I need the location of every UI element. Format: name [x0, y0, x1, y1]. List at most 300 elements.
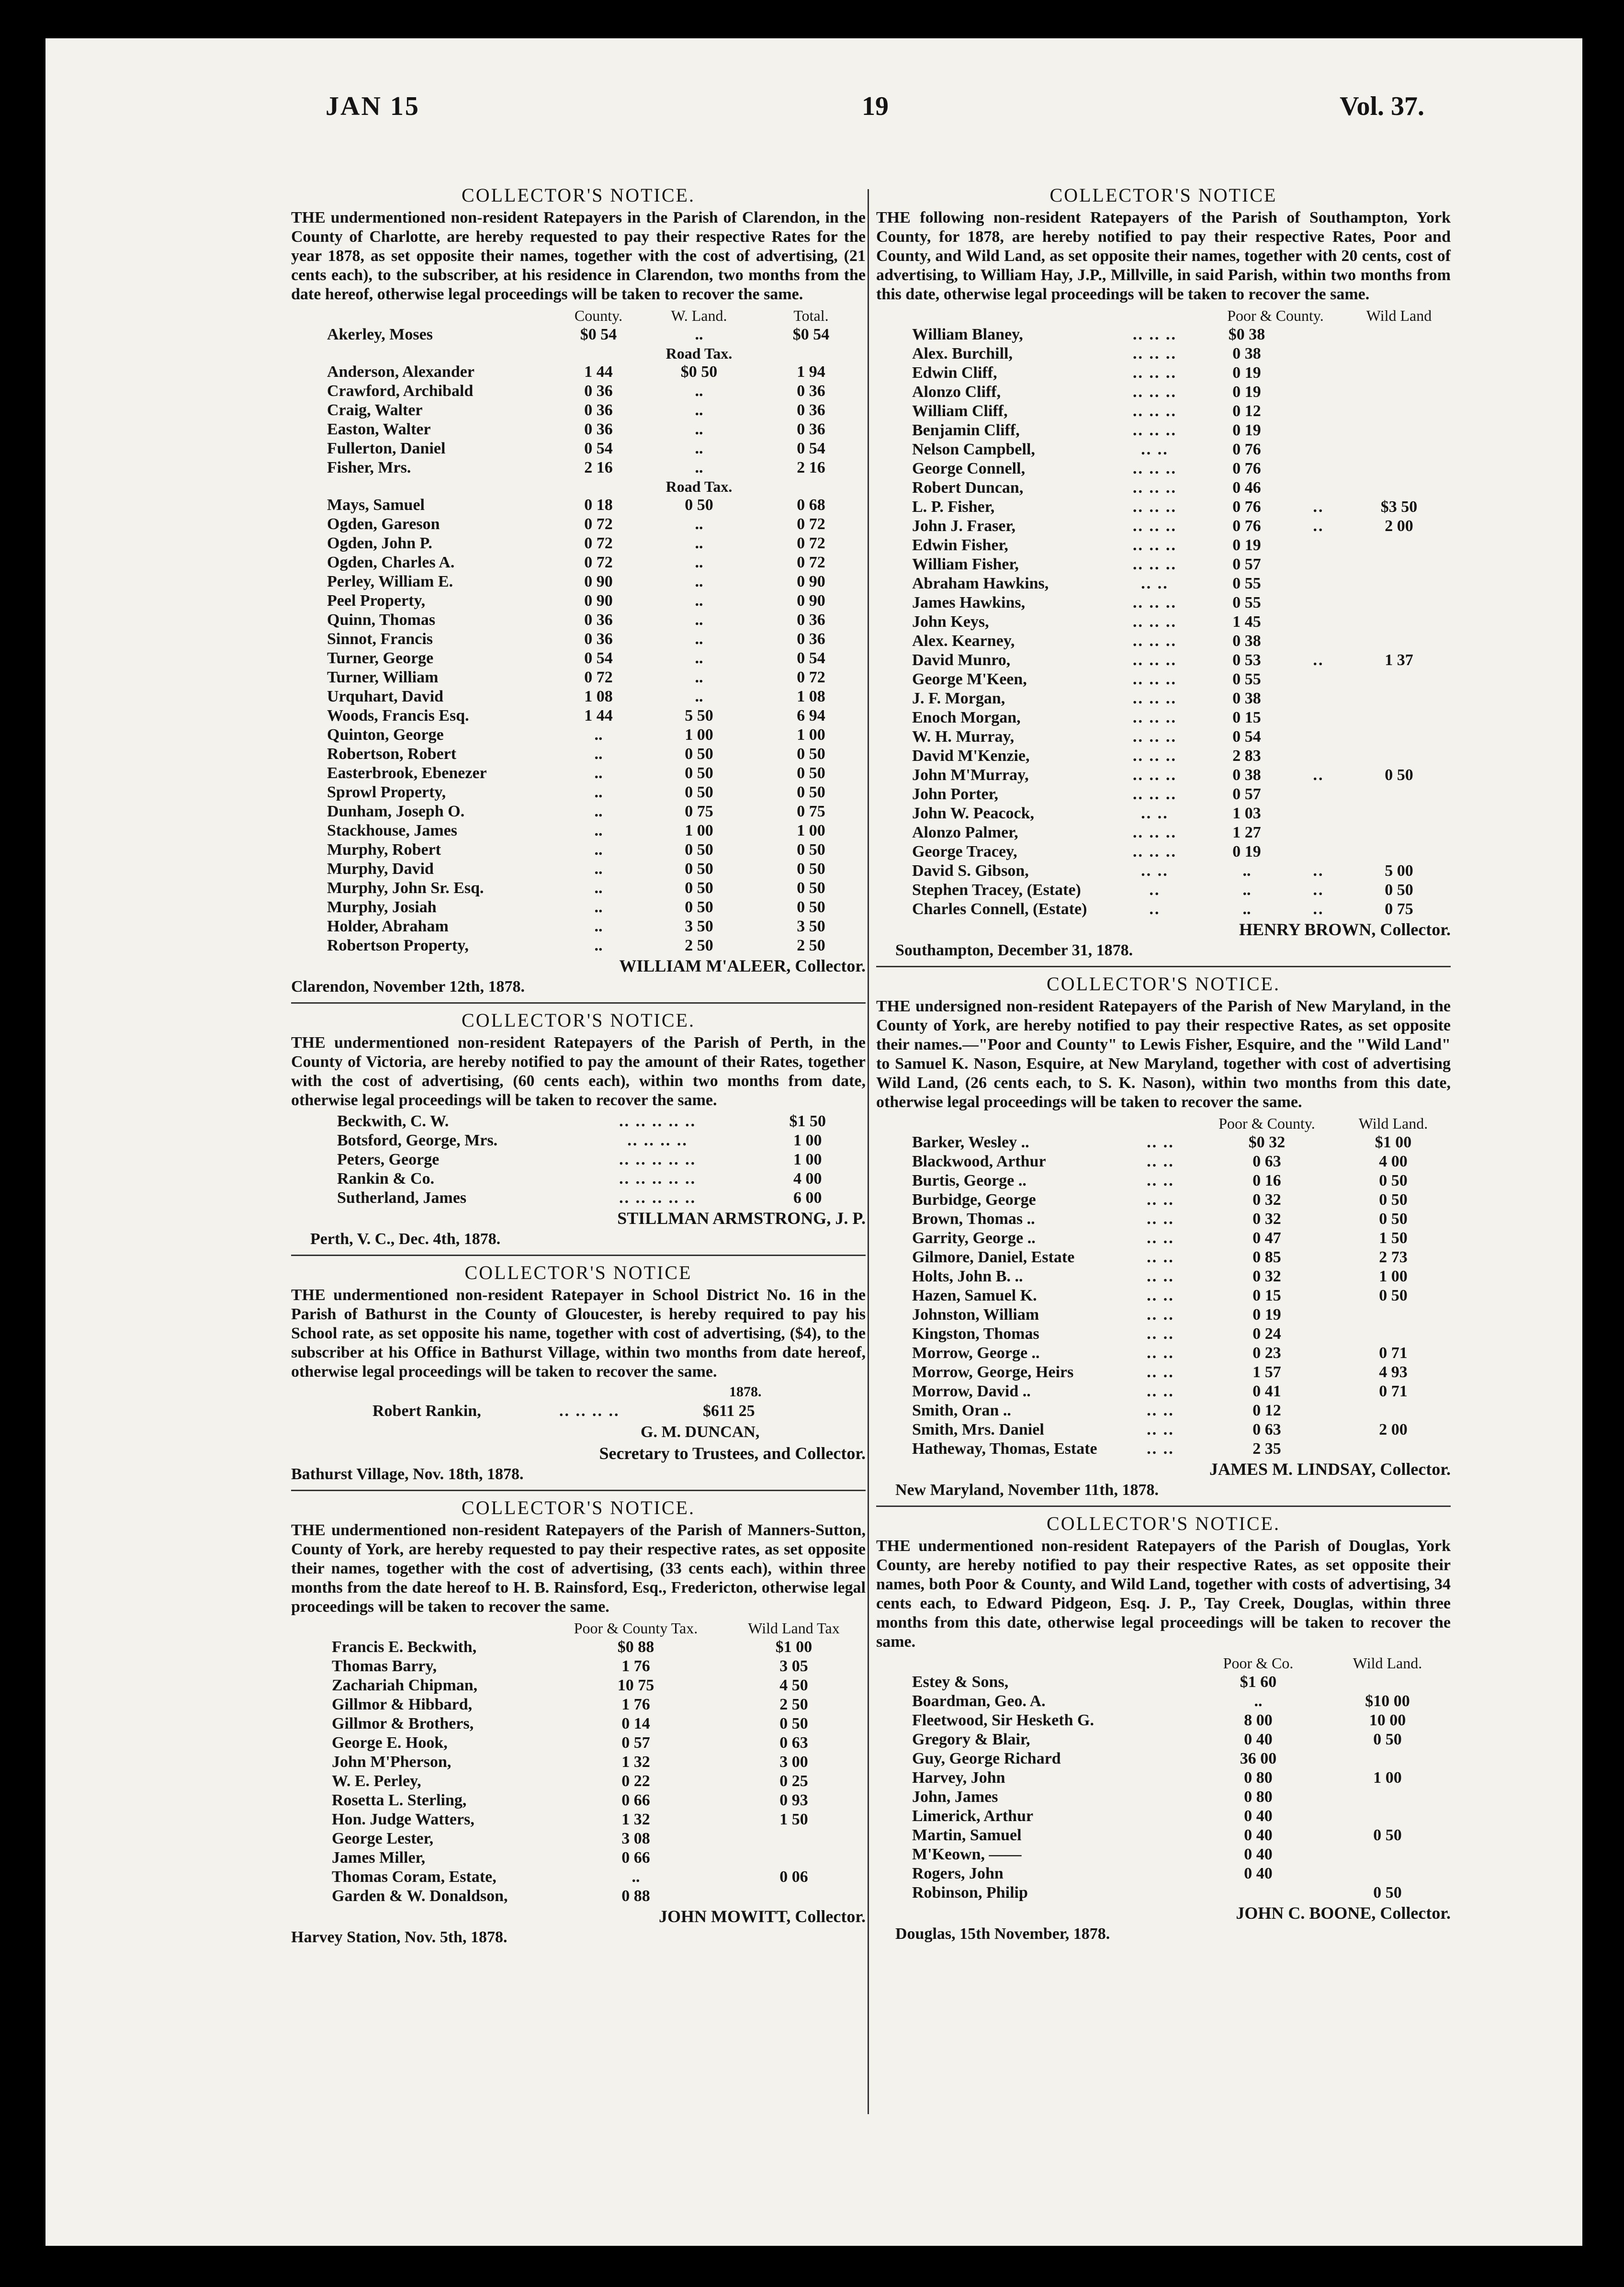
rate-amount: 0 75: [685, 803, 713, 820]
ratepayer-name: Murphy, Josiah: [327, 898, 437, 916]
rate-amount: 0 80: [1244, 1769, 1273, 1787]
column-divider: [868, 189, 869, 2114]
rate-amount: 0 32: [1252, 1268, 1281, 1285]
rate-amount: 0 36: [797, 401, 825, 419]
rate-amount: 0 40: [1244, 1845, 1273, 1863]
table-cell: [555, 344, 642, 362]
column-header: W. Land.: [671, 307, 727, 324]
rate-amount: ..: [1254, 1692, 1263, 1710]
rate-amount: $3 50: [1380, 498, 1418, 516]
subheading-row: [291, 344, 866, 362]
ratepayer-name: John M'Pherson,: [332, 1753, 451, 1771]
leader-dots: .. .. ..: [1133, 728, 1177, 746]
rate-amount: [1347, 478, 1451, 498]
ratepayer-name: Smith, Mrs. Daniel: [912, 1421, 1044, 1438]
leader-dots: [1290, 727, 1347, 747]
leader-dots: [1290, 785, 1347, 804]
rate-amount: 0 50: [779, 1715, 808, 1732]
table-row: [291, 630, 866, 649]
rate-amount: 0 57: [1232, 785, 1261, 803]
rate-amount: ..: [594, 822, 603, 839]
rate-amount: 0 55: [1232, 575, 1261, 592]
rate-amount: 0 63: [1252, 1153, 1281, 1170]
column-header: Poor & County.: [1227, 307, 1324, 324]
rate-amount: 0 32: [1252, 1210, 1281, 1228]
notice-new-maryland: [876, 973, 1451, 1501]
ratepayer-name: Stephen Tracey, (Estate): [912, 881, 1081, 899]
ratepayer-name: John Porter,: [912, 785, 999, 803]
ratepayer-name: Perley, William E.: [327, 573, 453, 590]
ratepayer-name: Craig, Walter: [327, 401, 423, 419]
ratepayer-name: John, James: [912, 1788, 998, 1806]
rate-amount: [1347, 536, 1451, 555]
leader-dots: [1290, 344, 1347, 363]
rate-amount: 1 00: [1373, 1769, 1402, 1787]
table-row: [876, 1190, 1451, 1210]
rate-amount: 0 50: [1379, 1210, 1408, 1228]
table-row: [876, 804, 1451, 823]
table-row: [291, 553, 866, 572]
rate-amount: 0 63: [779, 1734, 808, 1752]
rate-amount: 0 36: [584, 382, 613, 400]
page-header: [280, 91, 1424, 134]
ratepayer-name: Akerley, Moses: [327, 326, 433, 343]
rate-amount: [1192, 1883, 1324, 1902]
rate-amount: 0 72: [797, 554, 825, 571]
leader-dots: .. .. ..: [1133, 421, 1177, 439]
rate-amount: 0 54: [797, 649, 825, 667]
rate-amount: 0 50: [797, 860, 825, 878]
rate-amount: $1 50: [789, 1112, 826, 1130]
table-header-row: [291, 1619, 866, 1638]
ratepayer-name: James Miller,: [332, 1849, 426, 1867]
rate-amount: [1347, 804, 1451, 823]
rate-amount: [1347, 593, 1451, 612]
rate-amount: 0 88: [621, 1887, 650, 1905]
leader-dots: .. .. .. ..: [627, 1132, 688, 1149]
column-header: Wild Land Tax: [748, 1619, 840, 1637]
leader-dots: .. ..: [1147, 1229, 1174, 1247]
rate-amount: 0 54: [1232, 728, 1261, 746]
rate-amount: 5 50: [685, 707, 713, 725]
table-row: [876, 1210, 1451, 1229]
rate-amount: ..: [594, 783, 603, 801]
leader-dots: .. ..: [1147, 1382, 1174, 1400]
rate-amount: ..: [695, 592, 703, 610]
rate-amount: 0 72: [584, 515, 613, 533]
notice-separator: [876, 1506, 1451, 1507]
table-row: [876, 498, 1451, 517]
notice-dateline: Perth, V. C., Dec. 4th, 1878.: [310, 1230, 501, 1248]
leader-dots: [1290, 536, 1347, 555]
table-row: [876, 1711, 1451, 1730]
leader-dots: [1290, 747, 1347, 766]
notice-dateline: Bathurst Village, Nov. 18th, 1878.: [291, 1465, 524, 1483]
table-row: [291, 706, 866, 725]
ratepayer-name: Robinson, Philip: [912, 1884, 1028, 1902]
rate-amount: 0 72: [797, 515, 825, 533]
notice-title: COLLECTOR'S NOTICE.: [1047, 1513, 1280, 1534]
notice-dateline: New Maryland, November 11th, 1878.: [895, 1481, 1159, 1499]
table-row: [876, 708, 1451, 727]
rate-amount: $1 60: [1240, 1673, 1277, 1691]
rate-amount: 0 19: [1232, 843, 1261, 860]
table-row: [291, 1868, 866, 1887]
rate-amount: 0 50: [685, 841, 713, 859]
rate-amount: $0 54: [792, 326, 830, 343]
rate-amount: $0 32: [1248, 1133, 1286, 1151]
rate-amount: 0 72: [797, 668, 825, 686]
ratepayer-name: Nelson Campbell,: [912, 441, 1035, 458]
rate-amount: 0 75: [797, 803, 825, 820]
ratepayer-name: Easton, Walter: [327, 420, 431, 438]
table-row: [337, 1150, 854, 1169]
table-row: [876, 1363, 1451, 1382]
rate-amount: [1347, 632, 1451, 651]
table-row: [876, 1248, 1451, 1267]
ratepayer-name: Edwin Fisher,: [912, 536, 1008, 554]
rate-amount: ..: [695, 382, 703, 400]
rate-amount: [1324, 1807, 1451, 1826]
leader-dots: .. ..: [1147, 1344, 1174, 1362]
table-row: [291, 840, 866, 860]
rate-amount: [1347, 708, 1451, 727]
leader-dots: .. .. ..: [1133, 402, 1177, 420]
rate-amount: [1347, 421, 1451, 440]
rate-amount: 36 00: [1240, 1750, 1277, 1767]
table-row: [291, 1848, 866, 1868]
rate-amount: ..: [594, 937, 603, 954]
leader-dots: [1290, 670, 1347, 689]
table-row: [876, 1401, 1451, 1420]
rate-amount: ..: [695, 326, 703, 343]
leader-dots: ..: [1149, 900, 1161, 918]
notice-text: THE undermentioned non-resident Ratepayers of the Parish of Douglas, York County, are hereby notified to pay their respective Rates, as set opposite their names, both Poor & County, and Wild Land, together with costs of advertising, 34 cents each, to Edward Pidgeon, Esq. J. P., Tay Creek, Douglas, within three months from this date, otherwise legal proceedings will be taken to recover the same.: [876, 1537, 1451, 1651]
ratepayer-name: Kingston, Thomas: [912, 1325, 1039, 1343]
rate-amount: 1 44: [584, 363, 613, 381]
rate-amount: 1 00: [797, 726, 825, 744]
leader-dots: [1290, 402, 1347, 421]
ratepayer-name: Morrow, George, Heirs: [912, 1363, 1074, 1381]
notice-clarendon: [291, 184, 866, 997]
rate-amount: 0 90: [797, 592, 825, 610]
ratepayer-name: George Connell,: [912, 460, 1026, 477]
rate-amount: $0 54: [580, 326, 617, 343]
rate-amount: 0 55: [1232, 670, 1261, 688]
ratepayer-name: Guy, George Richard: [912, 1750, 1061, 1767]
ratepayer-name: Burbidge, George: [912, 1191, 1036, 1209]
notice-title: COLLECTOR'S NOTICE: [1049, 184, 1277, 206]
rate-amount: 0 72: [584, 668, 613, 686]
rate-amount: ..: [594, 726, 603, 744]
leader-dots: .. .. ..: [1133, 747, 1177, 765]
rate-amount: 0 50: [685, 860, 713, 878]
rate-amount: 2 00: [1385, 517, 1413, 535]
table-row: [876, 325, 1451, 344]
rate-amount: 0 40: [1244, 1807, 1273, 1825]
rate-amount: 0 12: [1232, 402, 1261, 420]
rate-amount: 1 00: [685, 726, 713, 744]
table-row: [876, 1768, 1451, 1788]
table-row: [876, 842, 1451, 861]
rate-amount: ..: [695, 401, 703, 419]
rate-amount: 0 55: [1232, 594, 1261, 611]
ratepayer-name: Fleetwood, Sir Hesketh G.: [912, 1711, 1094, 1729]
leader-dots: .. .. .. .. ..: [619, 1151, 697, 1168]
table-row: [291, 1810, 866, 1829]
rate-amount: $0 88: [617, 1638, 654, 1656]
rate-amount: ..: [1242, 862, 1251, 880]
leader-dots: [1290, 478, 1347, 498]
ratepayer-name: Morrow, David ..: [912, 1382, 1031, 1400]
table-row: [876, 1826, 1451, 1845]
table-row: [876, 1152, 1451, 1171]
rate-amount: ..: [594, 764, 603, 782]
ratepayer-name: Sutherland, James: [337, 1189, 467, 1207]
leader-dots: .. ..: [1147, 1268, 1174, 1285]
leader-dots: ..: [1149, 881, 1161, 899]
leader-dots: .. ..: [1147, 1421, 1174, 1438]
leader-dots: .. .. ..: [1133, 536, 1177, 554]
ratepayer-name: Ogden, Charles A.: [327, 554, 455, 571]
collector-title: Secretary to Trustees, and Collector.: [599, 1444, 866, 1463]
table-header-row: [876, 306, 1451, 325]
column-header: Wild Land: [1366, 307, 1432, 324]
ratepayer-name: Ogden, Gareson: [327, 515, 440, 533]
rate-amount: [1347, 842, 1451, 861]
ratepayer-name: Gillmor & Hibbard,: [332, 1696, 473, 1713]
rate-amount: 0 38: [1232, 766, 1261, 784]
leader-dots: .. .. ..: [1133, 766, 1177, 784]
rate-amount: [1347, 747, 1451, 766]
ratepayer-name: Sinnot, Francis: [327, 630, 433, 648]
leader-dots: [1290, 574, 1347, 593]
rate-amount: 0 76: [1232, 498, 1261, 516]
table-row: [876, 1749, 1451, 1768]
subheading-row: [291, 477, 866, 496]
rate-amount: $0 38: [1228, 326, 1265, 343]
rate-amount: 0 90: [584, 573, 613, 590]
table-row: [876, 823, 1451, 842]
table-row: [291, 325, 866, 344]
ratepayer-name: W. E. Perley,: [332, 1772, 421, 1790]
rate-amount: 0 50: [1385, 881, 1413, 899]
rate-amount: 0 19: [1252, 1306, 1281, 1324]
rate-amount: 0 06: [779, 1868, 808, 1886]
rate-amount: 0 41: [1252, 1382, 1281, 1400]
column-header: County.: [574, 307, 623, 324]
rate-amount: 3 50: [797, 917, 825, 935]
rate-amount: 2 00: [1379, 1421, 1408, 1438]
collector-signature: JOHN MOWITT, Collector.: [659, 1907, 866, 1926]
table-row: [876, 1807, 1451, 1826]
rate-amount: [1347, 555, 1451, 574]
rate-amount: 1 00: [685, 822, 713, 839]
rate-amount: [1347, 612, 1451, 632]
leader-dots: [1290, 363, 1347, 383]
notice-southampton: [876, 184, 1451, 961]
rate-amount: 0 57: [621, 1734, 650, 1752]
notice-text: THE undersigned non-resident Ratepayers of the Parish of New Maryland, in the County of York, are hereby notified to pay their respective Rates, as set opposite their names.—"Poor and County" to Lewis Fisher, Esquire, and the "Wild Land" to Samuel K. Nason, Esquire, at New Maryland, together with cost of advertising Wild Land, (26 cents each, to S. K. Nason), within two months from this date, otherwise legal proceedings will be taken to recover the same.: [876, 997, 1451, 1111]
ratepayer-name: Alonzo Cliff,: [912, 383, 1001, 401]
table-row: [337, 1131, 854, 1150]
ratepayer-name: Quinn, Thomas: [327, 611, 436, 629]
rate-amount: 1 03: [1232, 804, 1261, 822]
rate-amount: 0 18: [584, 496, 613, 514]
rate-amount: 10 75: [617, 1676, 654, 1694]
year-label: 1878.: [729, 1384, 762, 1400]
rate-amount: 0 50: [1373, 1884, 1402, 1902]
ratepayer-name: Murphy, David: [327, 860, 434, 878]
rate-amount: 3 08: [621, 1830, 650, 1847]
ratepayer-name: W. H. Murray,: [912, 728, 1015, 746]
rate-amount: [1324, 1673, 1451, 1692]
rate-amount: 0 16: [1252, 1172, 1281, 1189]
leader-dots: .. .. ..: [1133, 843, 1177, 860]
rate-amount: ..: [695, 668, 703, 686]
table-row: [291, 496, 866, 515]
rate-amount: 4 00: [793, 1170, 822, 1188]
rate-amount: 0 50: [1379, 1287, 1408, 1304]
ratepayer-name: Hazen, Samuel K.: [912, 1287, 1037, 1304]
collector-signature: G. M. DUNCAN,: [641, 1423, 760, 1441]
ratepayer-name: Murphy, Robert: [327, 841, 441, 859]
leader-dots: .. ..: [1147, 1440, 1174, 1458]
table-row: [291, 611, 866, 630]
table-body: [291, 325, 866, 955]
leader-dots: .. .. ..: [1133, 364, 1177, 382]
ratepayer-name: Morrow, George ..: [912, 1344, 1040, 1362]
table-row: [876, 440, 1451, 459]
leader-dots: .. ..: [1147, 1210, 1174, 1228]
table-row: [876, 383, 1451, 402]
rate-amount: 0 46: [1232, 479, 1261, 497]
rate-amount: 0 72: [584, 534, 613, 552]
rate-amount: 1 00: [793, 1151, 822, 1168]
rates-table: [876, 1114, 1451, 1459]
ratepayer-name: Benjamin Cliff,: [912, 421, 1020, 439]
table-row: [876, 727, 1451, 747]
rate-amount: 0 50: [685, 783, 713, 801]
notice-text: THE undermentioned non-resident Ratepayer in School District No. 16 in the Parish of Bathurst in the County of Gloucester, is hereby required to pay his School rate, as set opposite his name, together with cost of advertising, ($4), to the subscriber at his Office in Bathurst Village, within two months from date hereof, otherwise legal proceedings will be taken to recover the same.: [291, 1286, 866, 1381]
rate-amount: 0 25: [779, 1772, 808, 1790]
rate-amount: 0 38: [1232, 345, 1261, 362]
rate-amount: 2 50: [779, 1696, 808, 1713]
table-row: [876, 612, 1451, 632]
rate-amount: 0 72: [797, 534, 825, 552]
ratepayer-name: Gillmor & Brothers,: [332, 1715, 474, 1732]
ratepayer-name: George Tracey,: [912, 843, 1017, 860]
collector-signature: JAMES M. LINDSAY, Collector.: [1209, 1460, 1451, 1479]
rate-amount: [1336, 1325, 1451, 1344]
leader-dots: .. ..: [1147, 1402, 1174, 1419]
collector-signature: HENRY BROWN, Collector.: [1239, 920, 1451, 939]
ratepayer-name: David S. Gibson,: [912, 862, 1029, 880]
leader-dots: .. .. ..: [1133, 709, 1177, 726]
rate-amount: 0 63: [1252, 1421, 1281, 1438]
leader-dots: .. .. ..: [1133, 785, 1177, 803]
rate-amount: ..: [594, 917, 603, 935]
ratepayer-name: Estey & Sons,: [912, 1673, 1009, 1691]
rate-amount: 0 76: [1232, 441, 1261, 458]
rate-amount: [1347, 785, 1451, 804]
right-column: [876, 184, 1451, 1947]
leader-dots: .. ..: [1147, 1133, 1174, 1151]
table-row: [291, 687, 866, 706]
rate-amount: 1 32: [621, 1811, 650, 1828]
rate-amount: ..: [695, 630, 703, 648]
leader-dots: ..: [1313, 881, 1324, 899]
rate-amount: 0 50: [1379, 1172, 1408, 1189]
table-row: [876, 574, 1451, 593]
ratepayer-name: Murphy, John Sr. Esq.: [327, 879, 484, 897]
rate-amount: 2 50: [685, 937, 713, 954]
column-header: Wild Land.: [1358, 1115, 1428, 1132]
table-row: [876, 670, 1451, 689]
leader-dots: .. .. ..: [1133, 613, 1177, 631]
ratepayer-name: Anderson, Alexander: [327, 363, 474, 381]
rate-amount: 0 50: [797, 879, 825, 897]
ratepayer-name: Robertson, Robert: [327, 745, 457, 763]
ratepayer-name: Turner, George: [327, 649, 434, 667]
table-row: [291, 1753, 866, 1772]
leader-dots: .. .. ..: [1133, 460, 1177, 477]
rate-amount: 0 50: [685, 879, 713, 897]
rate-amount: 0 23: [1252, 1344, 1281, 1362]
rate-amount: 1 00: [793, 1132, 822, 1149]
leader-dots: .. .. ..: [1133, 594, 1177, 611]
rate-amount: $0 50: [680, 363, 718, 381]
notice-manners-sutton: [291, 1497, 866, 1948]
table-row: [876, 1730, 1451, 1749]
leader-dots: [1290, 383, 1347, 402]
ratepayer-name: Limerick, Arthur: [912, 1807, 1034, 1825]
rate-amount: $1 00: [1375, 1133, 1412, 1151]
ratepayer-name: Robert Duncan,: [912, 479, 1024, 497]
rate-amount: 0 50: [797, 745, 825, 763]
left-column: [291, 184, 866, 1950]
rate-amount: 0 54: [584, 649, 613, 667]
notice-title: COLLECTOR'S NOTICE.: [1047, 973, 1280, 995]
ratepayer-name: Francis E. Beckwith,: [332, 1638, 477, 1656]
column-header: Total.: [793, 307, 829, 324]
leader-dots: .. ..: [1141, 575, 1169, 592]
rates-table: [876, 306, 1451, 919]
rate-amount: [1347, 363, 1451, 383]
ratepayer-name: Boardman, Geo. A.: [912, 1692, 1046, 1710]
ratepayer-name: Alonzo Palmer,: [912, 824, 1018, 841]
ratepayer-name: Urquhart, David: [327, 688, 444, 705]
table-cell: [291, 477, 555, 496]
rates-table: [291, 1619, 866, 1906]
rate-amount: [1347, 670, 1451, 689]
rate-amount: 0 47: [1252, 1229, 1281, 1247]
collector-signature: JOHN C. BOONE, Collector.: [1236, 1903, 1451, 1923]
rate-amount: 0 53: [1232, 651, 1261, 669]
table-row: [876, 1229, 1451, 1248]
rate-amount: 0 76: [1232, 517, 1261, 535]
notice-perth: [291, 1009, 866, 1250]
rate-amount: [1347, 383, 1451, 402]
table-header-row: [291, 306, 866, 325]
rate-amount: 0 19: [1232, 383, 1261, 401]
table-row: [876, 689, 1451, 708]
table-row: [291, 1733, 866, 1753]
notice-separator: [291, 1490, 866, 1491]
rate-amount: 0 66: [621, 1791, 650, 1809]
collector-signature: STILLMAN ARMSTRONG, J. P.: [617, 1209, 866, 1228]
table-row: [291, 1676, 866, 1695]
